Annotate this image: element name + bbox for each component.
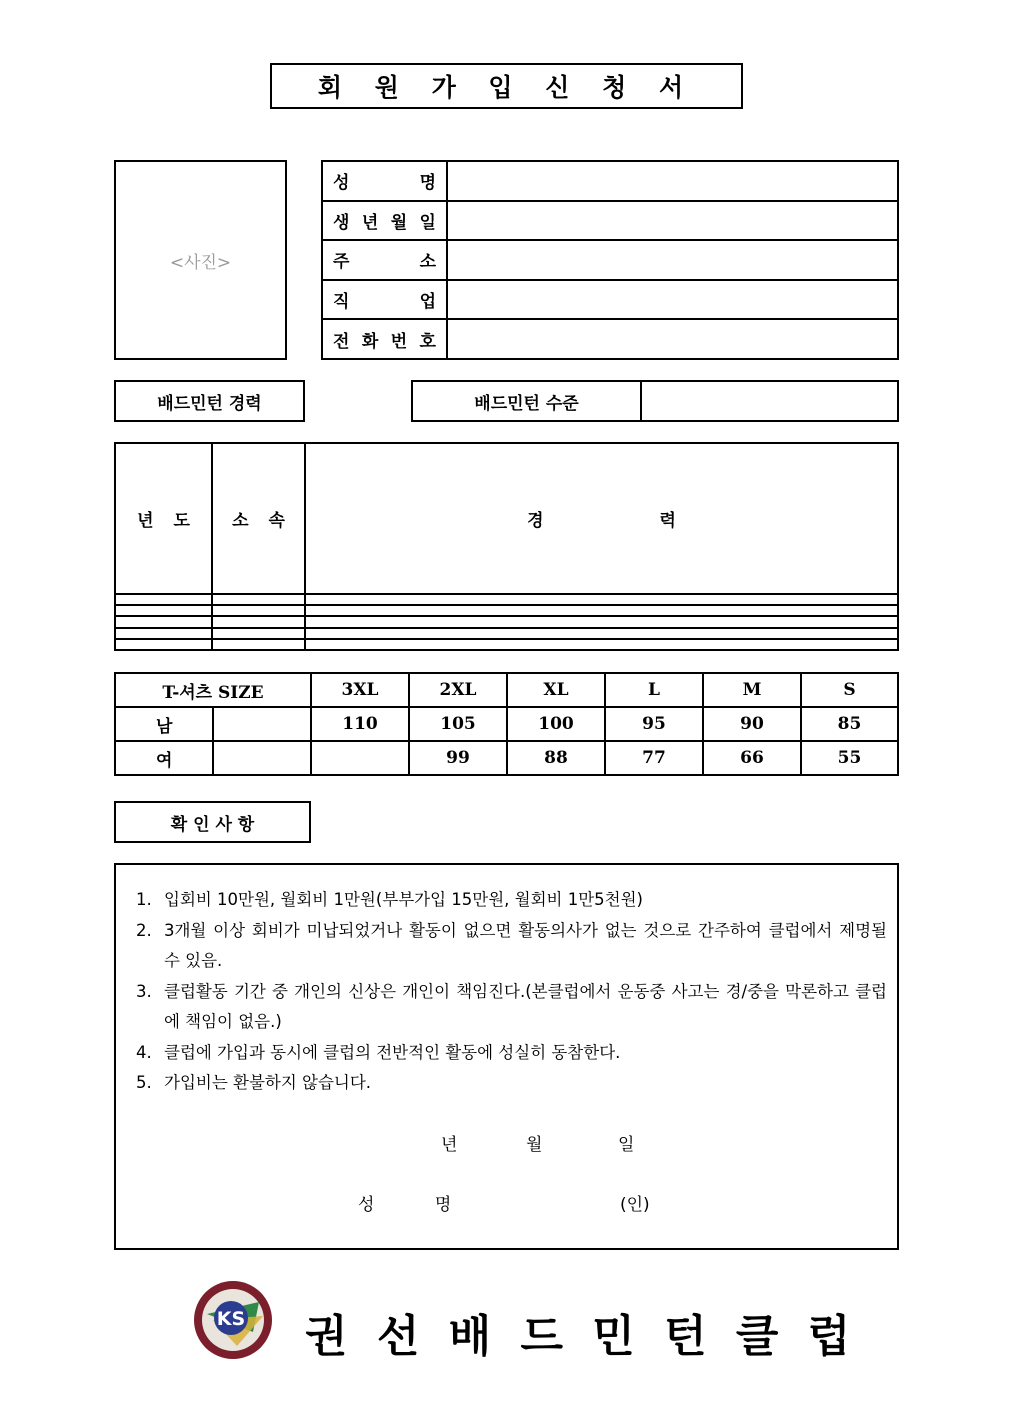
note-number: 5. <box>136 1073 152 1092</box>
form-title: 회 원 가 입 신 청 서 <box>270 63 743 109</box>
shirt-size-header: XL <box>507 673 605 707</box>
career-row <box>115 639 898 650</box>
shirt-size-value: 88 <box>507 741 605 775</box>
career-cell[interactable] <box>212 605 305 616</box>
info-label-text: 직 업 <box>333 292 436 313</box>
career-cell[interactable] <box>115 594 212 605</box>
info-label <box>322 161 447 201</box>
date-year-label: 년 <box>441 1135 458 1155</box>
note-item <box>136 977 887 1038</box>
badminton-career-label: 배드민턴 경력 <box>114 380 305 422</box>
shirt-gender-label: 남 <box>115 707 213 741</box>
note-text: 3개월 이상 회비가 미납되었거나 활동이 없으면 활동의사가 없는 것으로 간주하여 클럽에서 제명될 수 있음. <box>164 920 887 970</box>
badminton-level-row <box>411 380 899 422</box>
note-text: 클럽활동 기간 중 개인의 신상은 개인이 책임진다.(본클럽에서 운동중 사고는 경/중을 막론하고 클럽에 책임이 없음.) <box>164 981 887 1031</box>
career-table <box>114 442 899 651</box>
info-label-text: 전 화 번 호 <box>333 331 436 352</box>
career-header-cell <box>115 443 212 594</box>
shirt-header-label: T-셔츠 SIZE <box>115 673 311 707</box>
info-value-field[interactable] <box>447 280 898 320</box>
career-cell[interactable] <box>305 616 898 627</box>
career-header-cell <box>212 443 305 594</box>
info-label-text: 주 소 <box>333 252 436 273</box>
career-row <box>115 594 898 605</box>
info-label <box>322 201 447 241</box>
note-item <box>136 885 887 916</box>
career-row <box>115 616 898 627</box>
shirt-size-value: 90 <box>703 707 801 741</box>
career-header-text: 년 도 <box>137 511 190 532</box>
career-cell[interactable] <box>212 639 305 650</box>
logo-text: KS <box>216 1308 246 1330</box>
career-cell[interactable] <box>115 639 212 650</box>
shirt-size-header: 2XL <box>409 673 507 707</box>
career-cell[interactable] <box>115 616 212 627</box>
info-label <box>322 319 447 359</box>
shirt-size-value: 85 <box>801 707 898 741</box>
personal-info-table <box>321 160 899 360</box>
note-number: 1. <box>136 890 152 909</box>
note-item <box>136 1068 887 1099</box>
shirt-size-header: L <box>605 673 703 707</box>
shirt-gender-label: 여 <box>115 741 213 775</box>
note-item <box>136 916 887 977</box>
shirt-size-value: 66 <box>703 741 801 775</box>
signature-name-label: 성 명 <box>358 1195 452 1215</box>
shirt-size-value: 55 <box>801 741 898 775</box>
info-label-text: 생 년 월 일 <box>333 212 436 233</box>
career-cell[interactable] <box>212 616 305 627</box>
note-number: 2. <box>136 920 152 940</box>
career-cell[interactable] <box>305 639 898 650</box>
info-row <box>322 240 898 280</box>
shirt-choice-cell[interactable] <box>213 707 311 741</box>
tshirt-size-table <box>114 672 899 776</box>
career-header-text: 소 속 <box>232 511 285 532</box>
info-label <box>322 280 447 320</box>
career-cell[interactable] <box>115 605 212 616</box>
shirt-header-row <box>115 673 898 707</box>
career-cell[interactable] <box>115 628 212 639</box>
career-row <box>115 628 898 639</box>
badminton-level-field[interactable] <box>642 382 897 420</box>
shirt-size-value: 99 <box>409 741 507 775</box>
note-text: 클럽에 가입과 동시에 클럽의 전반적인 활동에 성실히 동참한다. <box>164 1042 621 1062</box>
confirm-items-label: 확 인 사 항 <box>114 801 311 843</box>
shirt-size-value <box>311 741 409 775</box>
info-label-text: 성 명 <box>333 173 436 194</box>
shirt-size-header: 3XL <box>311 673 409 707</box>
shirt-size-header: S <box>801 673 898 707</box>
shirt-choice-cell[interactable] <box>213 741 311 775</box>
shirt-size-value: 105 <box>409 707 507 741</box>
shirt-size-value: 77 <box>605 741 703 775</box>
career-cell[interactable] <box>305 605 898 616</box>
info-value-field[interactable] <box>447 201 898 241</box>
info-value-field[interactable] <box>447 319 898 359</box>
shirt-size-header: M <box>703 673 801 707</box>
note-number: 3. <box>136 981 152 1001</box>
notes-box <box>114 863 899 1250</box>
seal-label: (인) <box>620 1195 650 1215</box>
career-cell[interactable] <box>305 594 898 605</box>
info-label <box>322 240 447 280</box>
shirt-size-value: 100 <box>507 707 605 741</box>
info-row <box>322 280 898 320</box>
info-value-field[interactable] <box>447 240 898 280</box>
shirt-row <box>115 741 898 775</box>
career-header-text: 경 력 <box>527 511 676 532</box>
career-header-row <box>115 443 898 594</box>
note-number: 4. <box>136 1042 152 1062</box>
career-header-cell <box>305 443 898 594</box>
career-cell[interactable] <box>212 628 305 639</box>
club-logo <box>193 1280 273 1360</box>
info-value-field[interactable] <box>447 161 898 201</box>
note-text: 입회비 10만원, 월회비 1만원(부부가입 15만원, 월회비 1만5천원) <box>164 890 643 909</box>
note-item <box>136 1038 887 1069</box>
shirt-row <box>115 707 898 741</box>
career-row <box>115 605 898 616</box>
info-row <box>322 161 898 201</box>
info-row <box>322 319 898 359</box>
date-month-label: 월 <box>526 1135 543 1155</box>
notes-list <box>136 885 887 1099</box>
date-day-label: 일 <box>618 1135 635 1155</box>
club-name: 권 선 배 드 민 턴 클 럽 <box>305 1311 851 1362</box>
photo-placeholder: <사진> <box>114 160 287 360</box>
career-cell[interactable] <box>212 594 305 605</box>
shirt-size-value: 95 <box>605 707 703 741</box>
shirt-size-value: 110 <box>311 707 409 741</box>
badminton-level-label: 배드민턴 수준 <box>413 382 642 420</box>
note-text: 가입비는 환불하지 않습니다. <box>164 1073 372 1092</box>
info-row <box>322 201 898 241</box>
career-cell[interactable] <box>305 628 898 639</box>
